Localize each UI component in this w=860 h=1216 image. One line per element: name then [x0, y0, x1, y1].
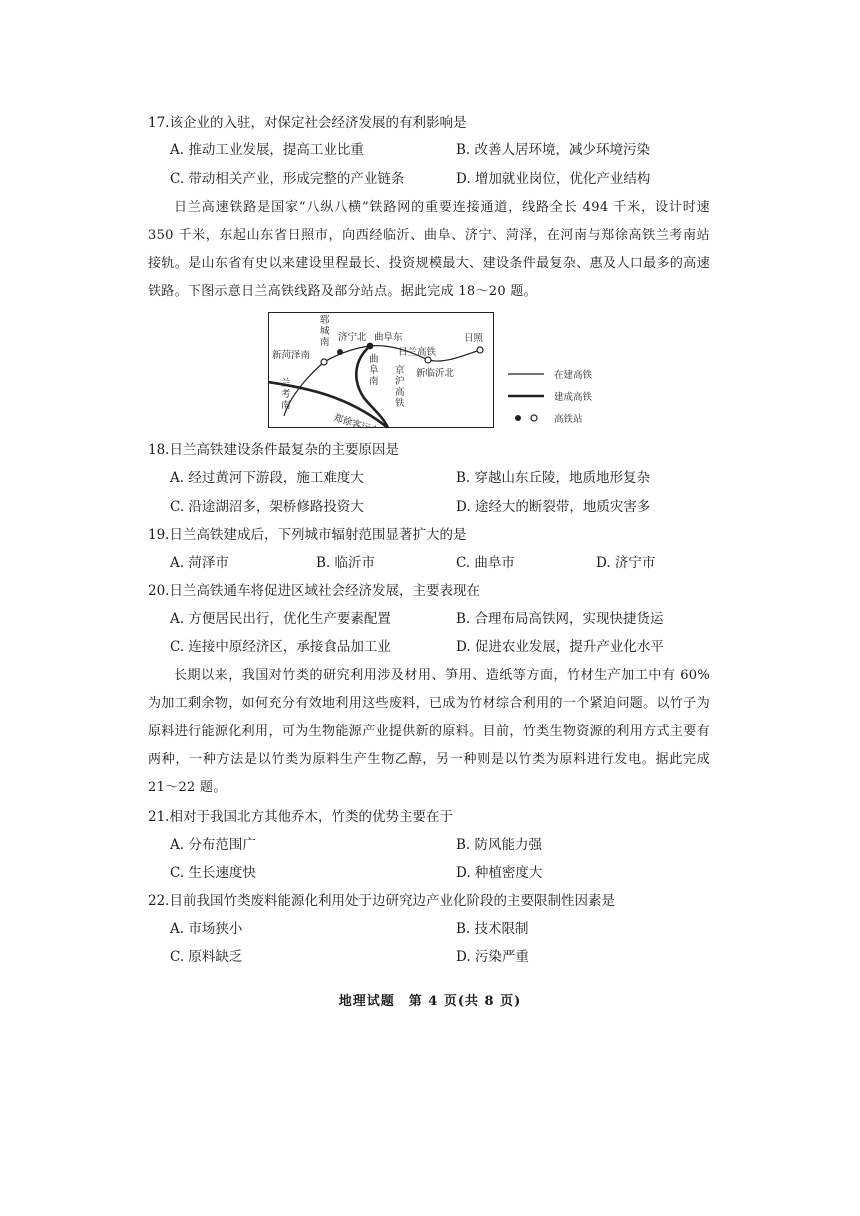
station-rizhao — [477, 347, 483, 353]
label-qufu-nan-vertical: 曲阜南 — [369, 354, 379, 387]
label-qufu-dong: 曲阜东 — [374, 332, 403, 343]
rilan-railway-line — [284, 346, 480, 416]
q19-option-d: D. 济宁市 — [596, 555, 656, 571]
question-22-stem: 22.目前我国竹类废料能源化利用处于边研究边产业化阶段的主要限制性因素是 — [148, 893, 615, 909]
label-xinlinyi-bei: 新临沂北 — [416, 368, 455, 379]
station-jining-bei — [337, 349, 343, 355]
q22-option-c: C. 原料缺乏 — [170, 949, 243, 965]
q22-option-b: B. 技术限制 — [456, 921, 529, 937]
question-17-stem: 17.该企业的入驻，对保定社会经济发展的有利影响是 — [148, 115, 467, 131]
rilan-railway-map — [268, 312, 494, 428]
label-rizhao: 日照 — [464, 333, 484, 344]
legend-station-open-icon — [531, 415, 537, 421]
legend-station-filled-icon — [515, 415, 521, 421]
question-21-stem: 21.相对于我国北方其他乔木，竹类的优势主要在于 — [148, 809, 453, 825]
question-20-stem: 20.日兰高铁通车将促进区域社会经济发展，主要表现在 — [148, 583, 480, 599]
q17-option-d: D. 增加就业岗位，优化产业结构 — [456, 171, 651, 187]
q22-option-a: A. 市场狭小 — [170, 921, 243, 937]
map-legend — [506, 364, 616, 428]
question-19-stem: 19.日兰高铁建成后，下列城市辐射范围显著扩大的是 — [148, 527, 467, 543]
question-18-stem: 18.日兰高铁建设条件最复杂的主要原因是 — [148, 442, 399, 458]
q18-option-a: A. 经过黄河下游段，施工难度大 — [170, 470, 364, 486]
q21-option-d: D. 种植密度大 — [456, 865, 543, 881]
q21-option-a: A. 分布范围广 — [170, 837, 256, 853]
q19-option-b: B. 临沂市 — [316, 555, 376, 571]
passage-rilan-railway: 日兰高速铁路是国家“八纵八横”铁路网的重要连接通道，线路全长 494 千米，设计时速 350 千米，东起山东省日照市，向西经临沂、曲阜、济宁、菏泽，在河南与郑徐高铁兰考南站接轨。是山东省有史以来建设里程最长、投资规模最大、建设条件最复杂、惠及人口最多的高速铁路。下图示意日兰高铁线路及部分站点。据此完成 18～20 题。 — [148, 200, 710, 299]
q19-option-a: A. 菏泽市 — [170, 555, 229, 571]
q19-option-c: C. 曲阜市 — [456, 555, 515, 571]
label-jining-bei: 济宁北 — [338, 332, 367, 343]
q20-option-d: D. 促进农业发展，提升产业化水平 — [456, 639, 664, 655]
page-footer: 地理试题 第 4 页(共 8 页) — [338, 994, 522, 1009]
label-juancheng-nan-vertical: 郓城南 — [320, 315, 330, 348]
q18-option-c: C. 沿途湖沼多，架桥修路投资大 — [170, 499, 364, 515]
q18-option-d: D. 途经大的断裂带，地质灾害多 — [456, 499, 651, 515]
legend-built-label: 建成高铁 — [554, 392, 593, 403]
label-jinghu-vertical: 京沪高铁 — [395, 365, 405, 409]
rilan-map-svg — [268, 312, 494, 428]
q20-option-a: A. 方便居民出行，优化生产要素配置 — [170, 611, 391, 627]
q21-option-c: C. 生长速度快 — [170, 865, 256, 881]
station-xinheze-nan — [321, 359, 327, 365]
q20-option-c: C. 连接中原经济区，承接食品加工业 — [170, 639, 391, 655]
q21-option-b: B. 防风能力强 — [456, 837, 543, 853]
label-rilan-railway: 日兰高铁 — [398, 347, 437, 358]
legend-station-label: 高铁站 — [554, 414, 583, 425]
label-lankao-nan-vertical: 兰考南 — [281, 378, 291, 411]
label-zhengxu-railway: 郑徐客运专线 — [332, 412, 390, 428]
q17-option-a: A. 推动工业发展，提高工业比重 — [170, 142, 364, 158]
map-frame — [269, 313, 494, 428]
q18-option-b: B. 穿越山东丘陵，地质地形复杂 — [456, 470, 651, 486]
q22-option-d: D. 污染严重 — [456, 949, 529, 965]
label-xinheze-nan: 新菏泽南 — [272, 350, 311, 361]
station-qufu-dong — [367, 343, 374, 350]
passage-bamboo: 长期以来，我国对竹类的研究利用涉及材用、笋用、造纸等方面，竹材生产加工中有 60% 为加工剩余物，如何充分有效地利用这些废料，已成为竹材综合利用的一个紧迫问题。以竹子为原料进行能源化利用，可为生物能源产业提供新的原料。目前，竹类生物资源的利用方式主要有两种，一种方法是以竹类为原料生产生物乙醇，另一种则是以竹类为原料进行发电。据此完成 21～22 题。 — [148, 668, 710, 795]
legend-building-label: 在建高铁 — [554, 370, 593, 381]
q17-option-b: B. 改善人居环境，减少环境污染 — [456, 142, 651, 158]
q17-option-c: C. 带动相关产业，形成完整的产业链条 — [170, 171, 405, 187]
q20-option-b: B. 合理布局高铁网，实现快捷货运 — [456, 611, 664, 627]
